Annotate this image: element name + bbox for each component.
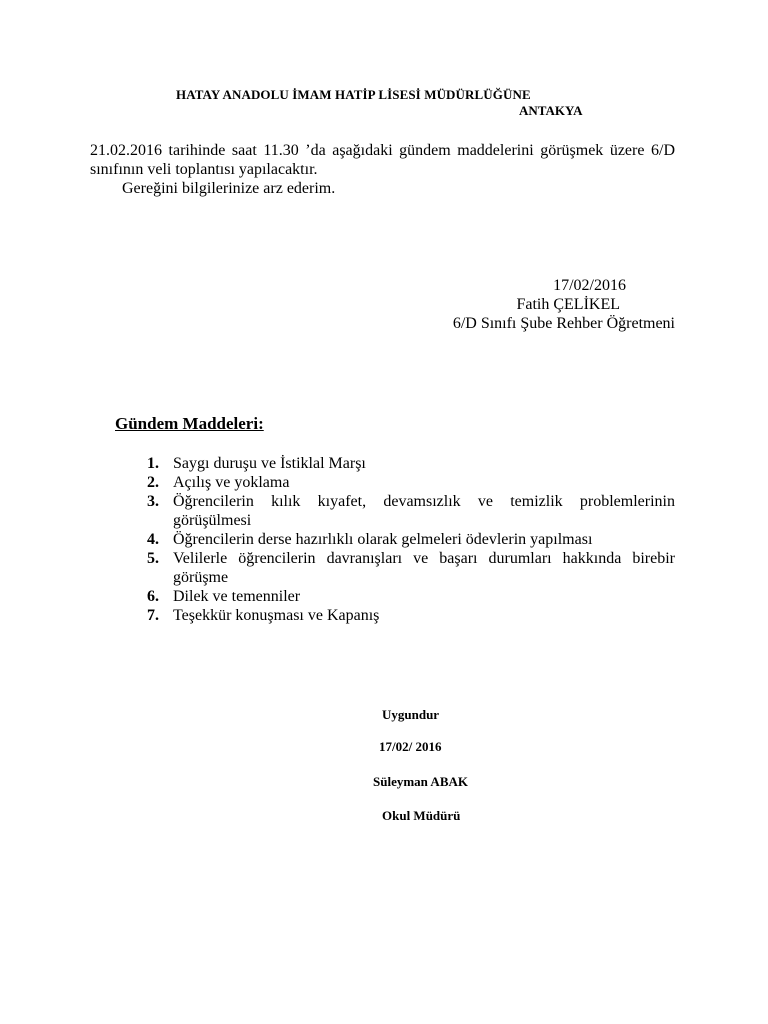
approval-title: Okul Müdürü	[382, 808, 461, 823]
agenda-item-number: 7.	[147, 607, 159, 624]
agenda-item-text: Velilerle öğrencilerin davranışları ve başarı durumları hakkında birebir görüşme	[173, 550, 675, 586]
approval-name: Süleyman ABAK	[373, 774, 468, 789]
agenda-item	[133, 606, 675, 625]
agenda-item-text: Öğrencilerin derse hazırlıklı olarak gelmeleri ödevlerin yapılması	[173, 531, 593, 548]
agenda-item	[133, 454, 675, 473]
addressee-city: ANTAKYA	[519, 103, 583, 118]
agenda-item	[133, 492, 675, 530]
teacher-signature-block	[345, 276, 675, 333]
addressee-title: HATAY ANADOLU İMAM HATİP LİSESİ MÜDÜRLÜĞÜNE	[176, 87, 531, 102]
agenda-item-text: Teşekkür konuşması ve Kapanış	[173, 607, 380, 624]
agenda-item-text: Öğrencilerin kılık kıyafet, devamsızlık ve temizlik problemlerinin görüşülmesi	[173, 493, 675, 529]
agenda-item-number: 6.	[147, 588, 159, 605]
agenda-item	[133, 549, 675, 587]
body-closing: Gereğini bilgilerinize arz ederim.	[122, 180, 336, 197]
agenda-item-number: 3.	[147, 493, 159, 510]
signature-role: 6/D Sınıfı Şube Rehber Öğretmeni	[452, 315, 675, 332]
agenda-item-number: 4.	[147, 531, 159, 548]
agenda-item-text: Açılış ve yoklama	[173, 474, 290, 491]
agenda-item-number: 2.	[147, 474, 159, 491]
agenda-item-number: 1.	[147, 455, 159, 472]
signature-name: Fatih ÇELİKEL	[516, 296, 620, 313]
agenda-item	[133, 530, 675, 549]
agenda-title: Gündem Maddeleri:	[115, 414, 264, 433]
agenda-item-text: Saygı duruşu ve İstiklal Marşı	[173, 455, 366, 472]
signature-date: 17/02/2016	[553, 277, 626, 294]
body-paragraph: 21.02.2016 tarihinde saat 11.30 ’da aşağıdaki gündem maddelerini görüşmek üzere 6/D sınıfının veli toplantısı yapılacaktır.	[90, 142, 675, 178]
approval-date: 17/02/ 2016	[379, 739, 442, 754]
agenda-item	[133, 587, 675, 606]
agenda-item	[133, 473, 675, 492]
approval-status: Uygundur	[382, 707, 440, 722]
agenda-item-text: Dilek ve temenniler	[173, 588, 301, 605]
agenda-item-number: 5.	[147, 550, 159, 567]
agenda-list	[133, 454, 675, 625]
